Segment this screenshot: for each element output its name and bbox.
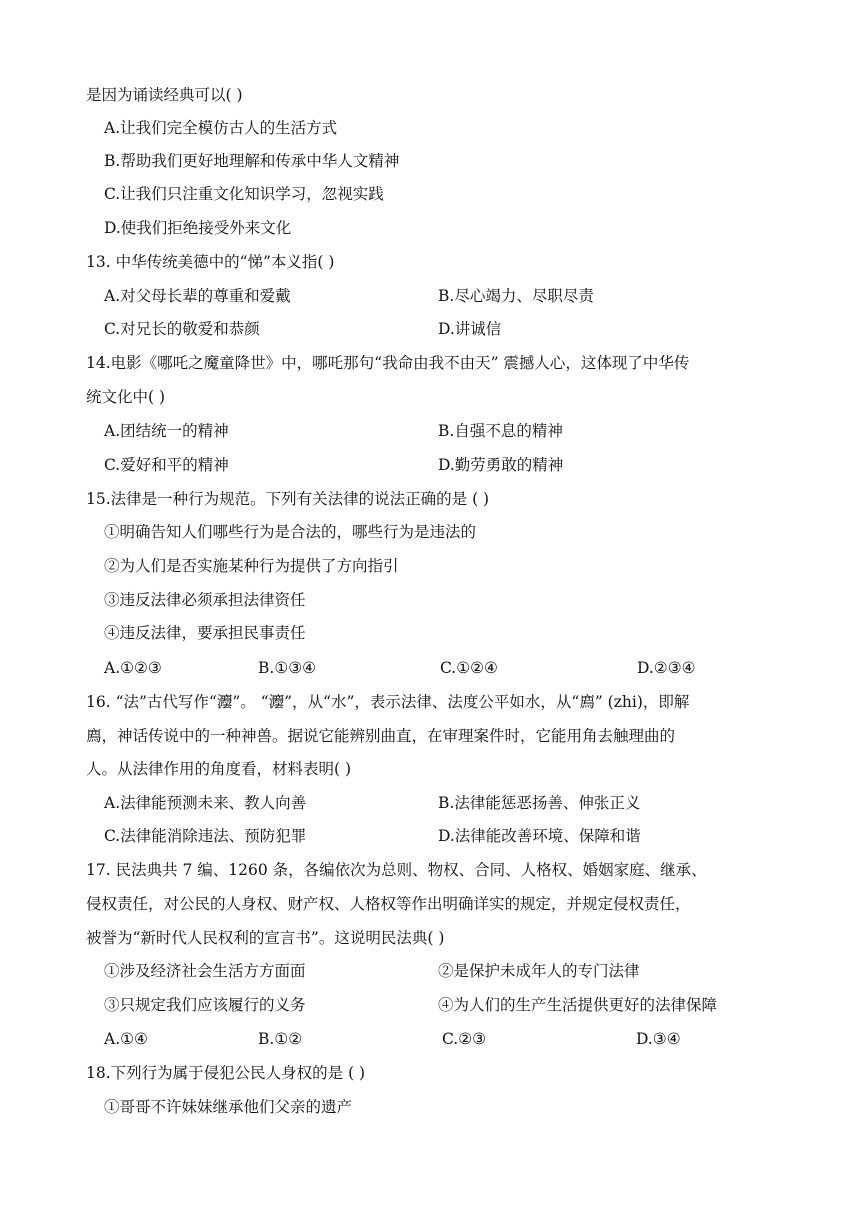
q15-option-d: D.②③④ (637, 659, 696, 677)
q17-item-4: ④为人们的生产生活提供更好的法律保障 (438, 996, 718, 1014)
q13-option-c: C.对兄长的敬爱和恭颜 (104, 320, 260, 338)
q17-option-c: C.②③ (442, 1030, 487, 1048)
q17-item-2: ②是保护未成年人的专门法律 (438, 962, 640, 980)
q15-stem: 15.法律是一种行为规范。下列有关法律的说法正确的是 ( ) (86, 490, 490, 508)
q13-option-b: B.尽心竭力、尽职尽责 (438, 287, 594, 305)
q18-item-1: ①哥哥不许妹妹继承他们父亲的遗产 (104, 1098, 353, 1116)
q14-option-c: C.爱好和平的精神 (104, 456, 229, 474)
q15-item-4: ④违反法律，要承担民事责任 (104, 624, 306, 642)
q13-option-a: A.对父母长辈的尊重和爱戴 (104, 287, 291, 305)
q15-option-b: B.①③④ (258, 659, 317, 677)
q14-option-b: B.自强不息的精神 (438, 422, 563, 440)
q17-stem-line-2: 侵权责任，对公民的人身权、财产权、人格权等作出明确详实的规定，并规定侵权责任， (86, 895, 691, 913)
q15-item-2: ②为人们是否实施某种行为提供了方向指引 (104, 557, 399, 575)
q17-option-b: B.①② (258, 1030, 303, 1048)
q16-option-d: D.法律能改善环境、保障和谐 (438, 827, 641, 845)
q17-stem-line-3: 被誉为“新时代人民权利的宣言书”。这说明民法典( ) (86, 929, 445, 947)
q16-option-c: C.法律能消除违法、预防犯罪 (104, 827, 307, 845)
q17-item-1: ①涉及经济社会生活方方面面 (104, 962, 306, 980)
q14-option-a: A.团结统一的精神 (104, 422, 229, 440)
q13-option-d: D.讲诚信 (438, 320, 502, 338)
q12-option-c: C.让我们只注重文化知识学习，忽视实践 (104, 185, 384, 203)
q14-stem-line-2: 统文化中( ) (86, 388, 166, 406)
q13-stem: 13. 中华传统美德中的“悌”本义指( ) (86, 253, 335, 271)
q12-option-d: D.使我们拒绝接受外来文化 (104, 219, 292, 237)
q18-stem: 18.下列行为属于侵犯公民人身权的是 ( ) (86, 1064, 366, 1082)
q12-option-a: A.让我们完全模仿古人的生活方式 (104, 119, 338, 137)
q14-stem-line-1: 14.电影《哪吒之魔童降世》中，哪吒那句“我命由我不由天” 震撼人心，这体现了中华传 (86, 354, 690, 372)
q17-option-d: D.③④ (636, 1030, 681, 1048)
q15-item-3: ③违反法律必须承担法律资任 (104, 591, 306, 609)
q12-option-b: B.帮助我们更好地理解和传承中华人文精神 (104, 152, 400, 170)
q17-stem-line-1: 17. 民法典共 7 编、1260 条，各编依次为总则、物权、合同、人格权、婚姻家庭、继承、 (86, 861, 707, 879)
q16-stem-line-3: 人。从法律作用的角度看，材料表明( ) (86, 760, 352, 778)
q17-item-3: ③只规定我们应该履行的义务 (104, 996, 306, 1014)
q17-option-a: A.①④ (104, 1030, 148, 1048)
q15-item-1: ①明确告知人们哪些行为是合法的，哪些行为是违法的 (104, 523, 477, 541)
q15-option-c: C.①②④ (440, 659, 498, 677)
q16-option-b: B.法律能惩恶扬善、伸张正义 (438, 794, 641, 812)
q12-stem: 是因为诵读经典可以( ) (86, 86, 243, 104)
q16-stem-line-2: 廌，神话传说中的一种神兽。据说它能辨别曲直，在审理案件时，它能用角去触理曲的 (86, 727, 676, 745)
q16-option-a: A.法律能预测未来、教人向善 (104, 794, 307, 812)
q14-option-d: D.勤劳勇敢的精神 (438, 456, 564, 474)
q16-stem-line-1: 16. “法”古代写作“灋”。 “灋”，从“水”，表示法律、法度公平如水，从“廌” (zhi)，即解 (86, 693, 690, 711)
q15-option-a: A.①②③ (104, 659, 162, 677)
